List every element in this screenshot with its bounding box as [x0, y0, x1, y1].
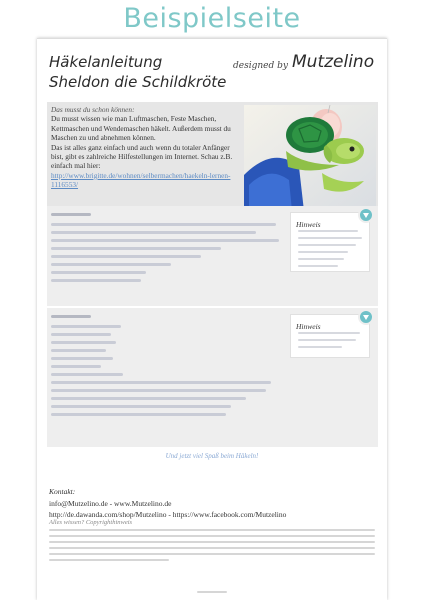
- document-header: [49, 49, 379, 101]
- abbreviations-text-blurred: [51, 315, 283, 421]
- copyright-label: Alles wissen? Copyrighthinweis: [49, 519, 133, 526]
- hint-chevron-icon[interactable]: [358, 207, 374, 223]
- intro-paragraph-1: Du musst wissen wie man Luftmaschen, Feste Maschen, Kettmaschen und Wendemaschen häkelt. Außerdem musst du Maschen zu und abnehmen können.: [51, 114, 231, 143]
- hint-title: Hinweis: [296, 220, 321, 229]
- abbreviations-section: [47, 308, 378, 447]
- hint-box-abbreviations: [290, 314, 370, 358]
- contact-block: [49, 487, 379, 520]
- contact-label: Kontakt:: [49, 487, 76, 496]
- banner-title: Beispielseite: [123, 3, 301, 34]
- tutorial-link[interactable]: http://www.brigitte.de/wohnen/selbermachen/haekeln-lernen-1116553/: [51, 170, 231, 190]
- hint-text-blurred: [298, 230, 364, 272]
- page-banner: [0, 0, 424, 38]
- title-line-2: Sheldon die Schildkröte: [49, 73, 227, 91]
- page-footer: [37, 591, 387, 593]
- intro-text: [51, 105, 243, 190]
- contact-email-website[interactable]: info@Mutzelino.de - www.Mutzelino.de: [49, 499, 172, 508]
- brand-logo: Mutzelino: [292, 52, 375, 72]
- intro-panel: [47, 102, 378, 215]
- hint-box-materials: [290, 212, 370, 272]
- materials-section: [47, 206, 378, 306]
- hint-title: Hinweis: [296, 322, 321, 331]
- hint-text-blurred: [298, 332, 364, 353]
- intro-paragraph-2: Das ist alles ganz einfach und auch wenn du totaler Anfänger bist, gibt es zahlreiche Hilfestellungen im Internet. Schau z.B. einfach mal hier:: [51, 142, 233, 171]
- copyright-block: [49, 519, 375, 565]
- designed-by-label: designed by: [233, 61, 288, 71]
- title-line-1: Häkelanleitung: [49, 53, 163, 71]
- closing-message: Und jetzt viel Spaß beim Häkeln!: [165, 452, 259, 460]
- hint-chevron-icon[interactable]: [358, 309, 374, 325]
- turtle-photo: [244, 105, 376, 211]
- document-page: [37, 38, 387, 600]
- materials-text-blurred: [51, 213, 283, 287]
- intro-label: Das musst du schon können:: [51, 105, 135, 114]
- contact-shop-social[interactable]: http://de.dawanda.com/shop/Mutzelino - https://www.facebook.com/Mutzelino: [49, 510, 287, 519]
